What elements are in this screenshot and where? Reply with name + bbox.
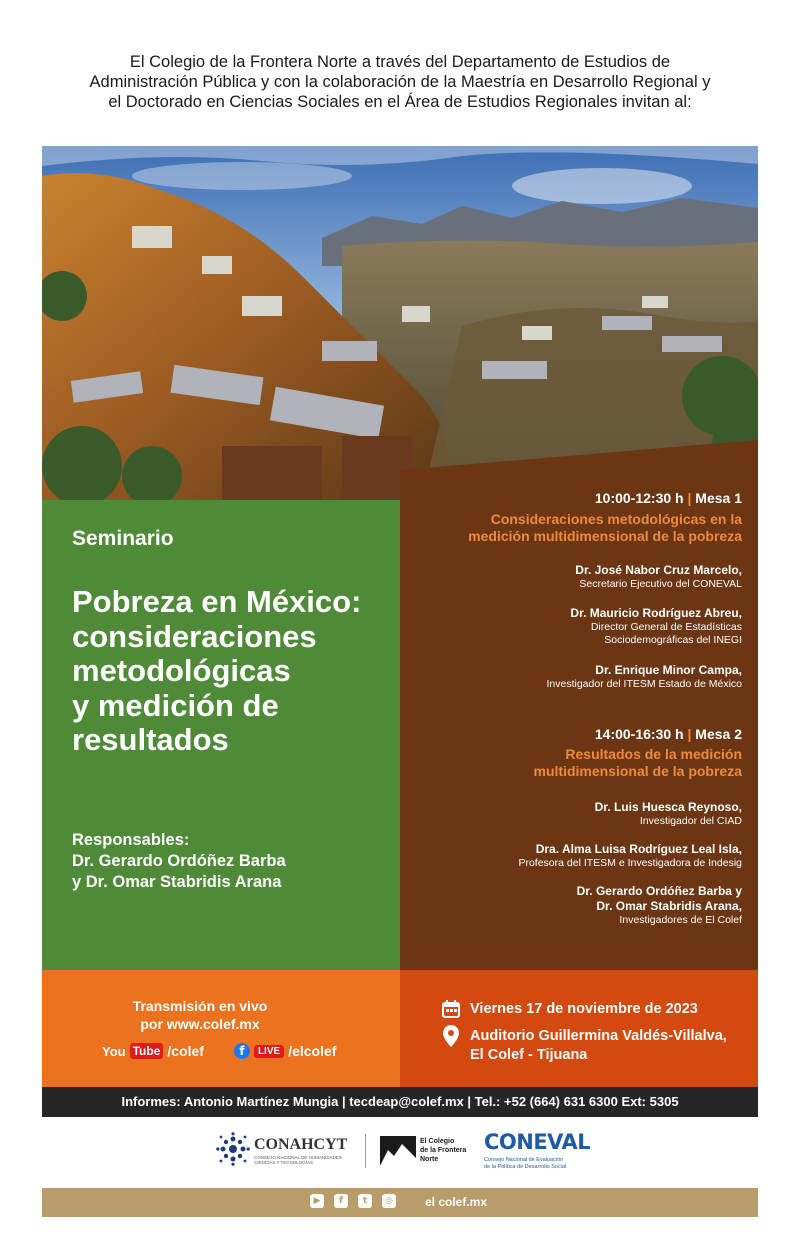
- youtube-handle[interactable]: /colef: [167, 1043, 204, 1059]
- intro-line-1: El Colegio de la Frontera Norte a través del Departamento de Estudios de: [129, 53, 671, 71]
- youtube-icon[interactable]: ▶: [310, 1194, 324, 1208]
- speaker-name: Dr. Enrique Minor Campa,: [595, 663, 742, 677]
- speaker-role: Profesora del ITESM e Investigadora de Indesig: [518, 857, 742, 869]
- title-line: consideraciones: [72, 618, 317, 654]
- facebook-icon[interactable]: f: [234, 1043, 250, 1059]
- footer-website[interactable]: el colef.mx: [425, 1195, 488, 1209]
- transmission-line-1: Transmisión en vivo: [132, 998, 268, 1014]
- mesa-2-title-line: Resultados de la medición: [565, 746, 742, 762]
- location-pin-icon: [443, 1025, 459, 1047]
- responsable-2: y Dr. Omar Stabridis Arana: [72, 873, 282, 891]
- conahcyt-emblem-icon: [216, 1132, 250, 1166]
- conahcyt-logo-text: CONAHCYT: [254, 1136, 348, 1153]
- mesa-1-time: 10:00-12:30 h: [594, 490, 684, 506]
- mesa-2-label: Mesa 2: [695, 726, 742, 742]
- sponsor-logos: [42, 1128, 758, 1174]
- title-line: Pobreza en México:: [72, 584, 362, 619]
- mesa-2-title: [534, 746, 742, 780]
- twitter-icon[interactable]: t: [358, 1194, 372, 1208]
- location-line-2: El Colef - Tijuana: [470, 1047, 588, 1063]
- seminar-label: Seminario: [72, 527, 174, 550]
- coneval-logo-text: CONEVAL: [484, 1130, 591, 1154]
- conahcyt-logo-subtitle: CONSEJO NACIONAL DE HUMANIDADES CIENCIAS Y TECNOLOGÍAS: [254, 1155, 342, 1165]
- facebook-handle[interactable]: /elcolef: [288, 1043, 337, 1059]
- responsables: [72, 830, 286, 893]
- intro-line-2: Administración Pública y con la colaboración de la Maestría en Desarrollo Regional y: [89, 73, 711, 91]
- youtube-logo-you: You: [102, 1043, 126, 1059]
- social-links: [102, 1041, 336, 1061]
- speaker-name: Dra. Alma Luisa Rodríguez Leal Isla,: [535, 842, 742, 856]
- mesa-separator: |: [687, 726, 692, 742]
- intro-line-3: el Doctorado en Ciencias Sociales en el Área de Estudios Regionales invitan al:: [108, 93, 692, 111]
- mesa-separator: |: [687, 490, 692, 506]
- speaker-block: [546, 663, 742, 691]
- speaker-block: [595, 800, 742, 828]
- transmission-line-2[interactable]: por www.colef.mx: [140, 1016, 260, 1032]
- mesa-2-time: 14:00-16:30 h: [594, 726, 684, 742]
- speaker-role: Investigador del ITESM Estado de México: [546, 678, 742, 690]
- colef-logo-line: Norte: [420, 1156, 439, 1163]
- footer-bar: [42, 1188, 758, 1217]
- mesa-2-header: [595, 726, 742, 742]
- colef-emblem-icon: [380, 1136, 416, 1166]
- instagram-icon[interactable]: ◎: [382, 1194, 396, 1208]
- coneval-subtitle-line: Consejo Nacional de Evaluación: [484, 1157, 564, 1163]
- live-badge: LIVE: [254, 1045, 284, 1058]
- colef-logo-text: [420, 1137, 466, 1164]
- speaker-role: [570, 621, 742, 647]
- colef-logo-line: de la Frontera: [420, 1147, 467, 1154]
- calendar-icon: [442, 1000, 460, 1018]
- title-line: resultados: [72, 722, 229, 757]
- location-line-1: Auditorio Guillermina Valdés-Villalva,: [470, 1028, 727, 1044]
- speaker-role: Investigadores de El Colef: [619, 914, 742, 926]
- speaker-role: Investigador del CIAD: [639, 815, 742, 827]
- mesa-1-header: [595, 490, 742, 506]
- mesa-1-title-line: Consideraciones metodológicas en la: [490, 511, 742, 527]
- speaker-block: [577, 884, 742, 927]
- speaker-block: [518, 842, 742, 870]
- colef-logo-line: El Colegio: [420, 1138, 455, 1145]
- speaker-role-line: Director General de Estadísticas: [590, 621, 742, 633]
- coneval-logo-subtitle: [484, 1157, 566, 1170]
- responsable-1: Dr. Gerardo Ordóñez Barba: [72, 852, 286, 870]
- logo-divider: [365, 1134, 366, 1168]
- speaker-role: Secretario Ejecutivo del CONEVAL: [579, 578, 742, 590]
- speaker-block: [570, 606, 742, 647]
- mesa-1-title-line: medición multidimensional de la pobreza: [468, 528, 742, 544]
- event-location: [470, 1027, 727, 1065]
- speaker-name-line: Dr. Gerardo Ordóñez Barba y: [576, 884, 742, 898]
- speaker-name: Dr. Luis Huesca Reynoso,: [594, 800, 742, 814]
- event-date: Viernes 17 de noviembre de 2023: [470, 1001, 698, 1017]
- mesa-2-title-line: multidimensional de la pobreza: [533, 763, 742, 779]
- speaker-name-line: Dr. Omar Stabridis Arana,: [596, 899, 742, 913]
- title-line: metodológicas: [72, 653, 291, 688]
- mesa-1-title: [468, 511, 742, 545]
- speaker-name: Dr. Mauricio Rodríguez Abreu,: [570, 606, 742, 620]
- facebook-icon[interactable]: f: [334, 1194, 348, 1208]
- transmission-info: [42, 997, 358, 1033]
- speaker-name: [577, 884, 742, 914]
- responsables-label: Responsables:: [72, 831, 190, 849]
- speaker-name: Dr. José Nabor Cruz Marcelo,: [575, 563, 742, 577]
- speaker-role-line: Sociodemográficas del INEGI: [604, 634, 742, 646]
- footer-social-icons: [310, 1194, 396, 1208]
- contact-info-bar: Informes: Antonio Martínez Mungia | tecdeap@colef.mx | Tel.: +52 (664) 631 6300 Ext: 5305: [42, 1087, 758, 1117]
- youtube-icon[interactable]: Tube: [130, 1043, 164, 1059]
- speaker-block: [575, 563, 742, 591]
- intro-text: [40, 52, 760, 112]
- mesa-1-label: Mesa 1: [695, 490, 742, 506]
- seminar-title: [72, 585, 392, 758]
- coneval-subtitle-line: de la Política de Desarrollo Social: [484, 1163, 567, 1170]
- title-line: y medición de: [72, 687, 279, 723]
